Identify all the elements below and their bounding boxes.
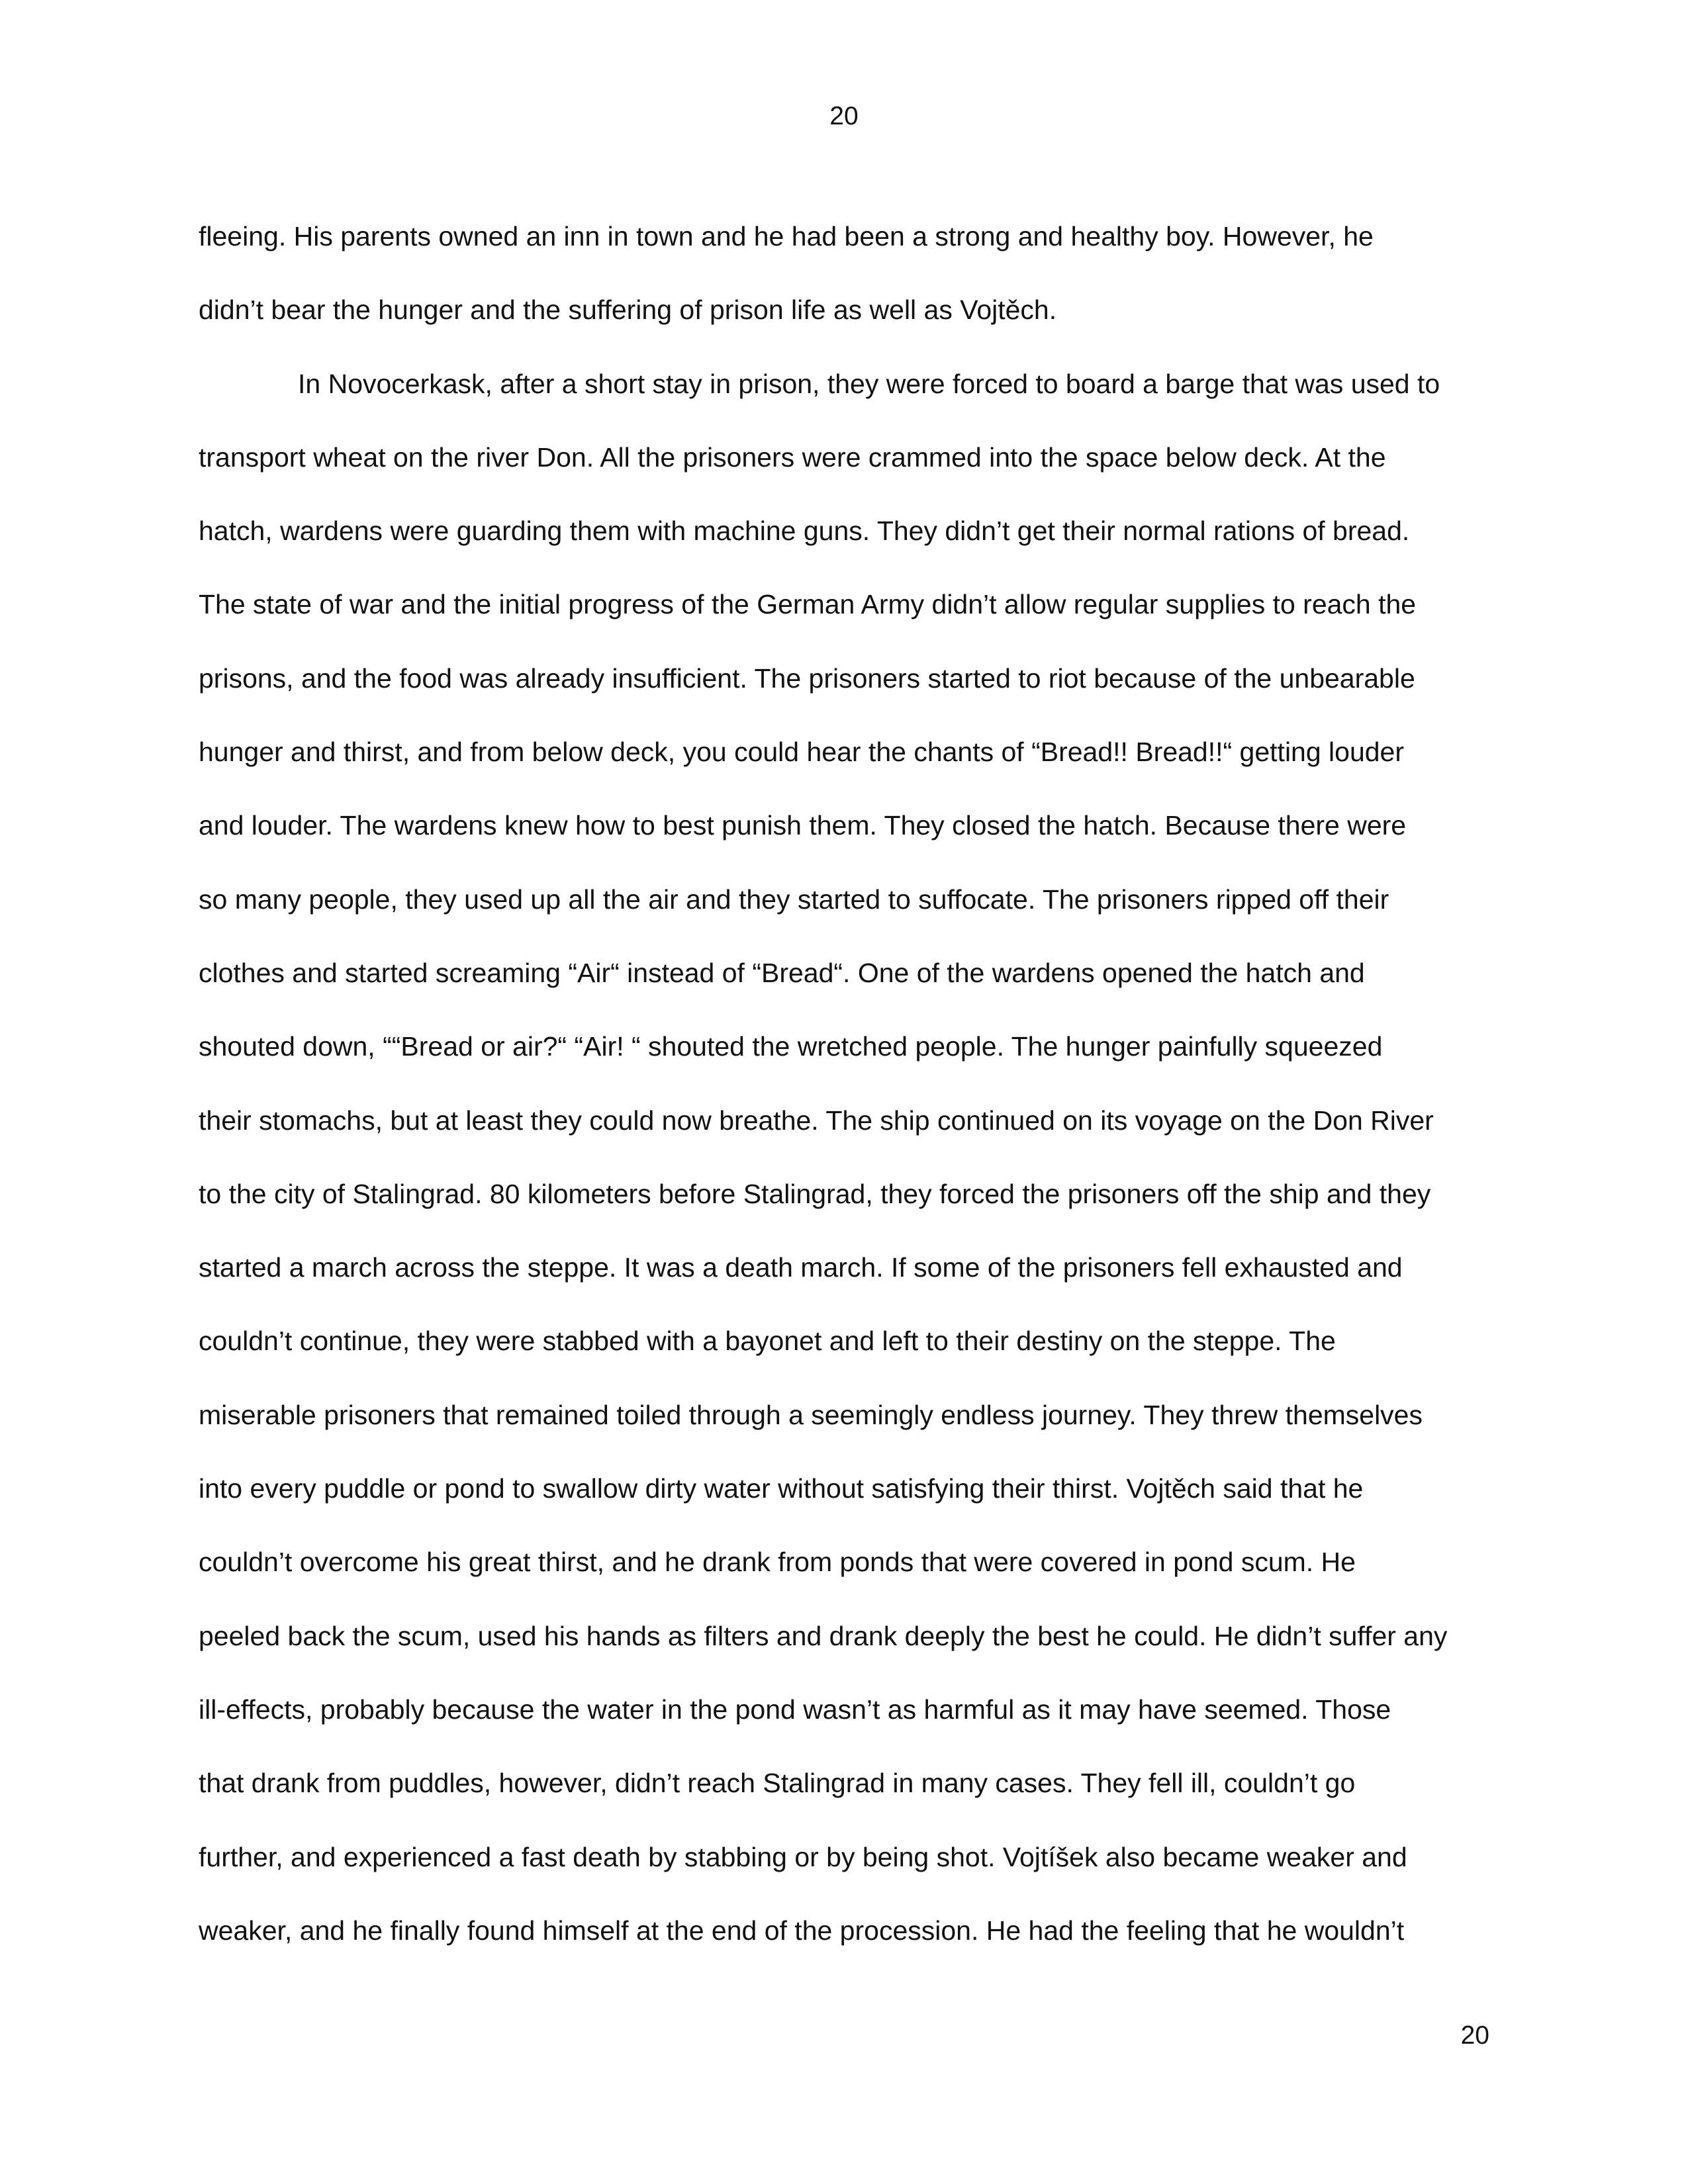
text-line: weaker, and he finally found himself at the end of the procession. He had the feeling that he wouldn’t [199,1915,1405,1946]
page-number-footer: 20 [1460,2021,1489,2050]
text-line: transport wheat on the river Don. All the prisoners were crammed into the space below deck. At the [199,441,1386,473]
text-line-paragraph-start: In Novocerkask, after a short stay in prison, they were forced to board a barge that was used to [298,368,1440,399]
page-number-header: 20 [829,102,859,130]
text-line: hunger and thirst, and from below deck, you could hear the chants of “Bread!! Bread!!“ getting louder [199,737,1405,768]
body-text [199,200,1483,1968]
text-line: hatch, wardens were guarding them with machine guns. They didn’t get their normal rations of bread. [199,516,1410,547]
text-line: so many people, they used up all the air and they started to suffocate. The prisoners ripped off their [199,884,1389,915]
text-line: their stomachs, but at least they could now breathe. The ship continued on its voyage on the Don River [199,1105,1434,1136]
text-line: miserable prisoners that remained toiled through a seemingly endless journey. They threw themselves [199,1399,1423,1430]
text-line: to the city of Stalingrad. 80 kilometers before Stalingrad, they forced the prisoners off the ship and they [199,1178,1431,1209]
text-line: clothes and started screaming “Air“ instead of “Bread“. One of the wardens opened the hatch and [199,957,1365,988]
text-line: The state of war and the initial progress of the German Army didn’t allow regular supplies to reach the [199,589,1417,620]
text-line: started a march across the steppe. It was a death march. If some of the prisoners fell exhausted and [199,1252,1403,1283]
text-line: shouted down, ““Bread or air?“ “Air! “ shouted the wretched people. The hunger painfully squeezed [199,1031,1383,1062]
text-line: couldn’t overcome his great thirst, and he drank from ponds that were covered in pond scum. He [199,1547,1356,1578]
text-line: that drank from puddles, however, didn’t reach Stalingrad in many cases. They fell ill, couldn’t go [199,1768,1356,1799]
text-line: further, and experienced a fast death by stabbing or by being shot. Vojtíšek also became weaker and [199,1841,1407,1872]
text-line: and louder. The wardens knew how to best punish them. They closed the hatch. Because there were [199,810,1407,841]
text-line: peeled back the scum, used his hands as filters and drank deeply the best he could. He didn’t suffer any [199,1620,1448,1651]
text-line: prisons, and the food was already insufficient. The prisoners started to riot because of the unbearable [199,662,1415,694]
text-line: ill-effects, probably because the water in the pond wasn’t as harmful as it may have seemed. Those [199,1694,1391,1725]
text-line: didn’t bear the hunger and the suffering of prison life as well as Vojtěch. [199,295,1057,326]
text-line: fleeing. His parents owned an inn in town and he had been a strong and healthy boy. However, he [199,221,1374,251]
text-line: into every puddle or pond to swallow dirty water without satisfying their thirst. Vojtěch said that he [199,1473,1364,1504]
text-line: couldn’t continue, they were stabbed with a bayonet and left to their destiny on the steppe. The [199,1326,1336,1357]
